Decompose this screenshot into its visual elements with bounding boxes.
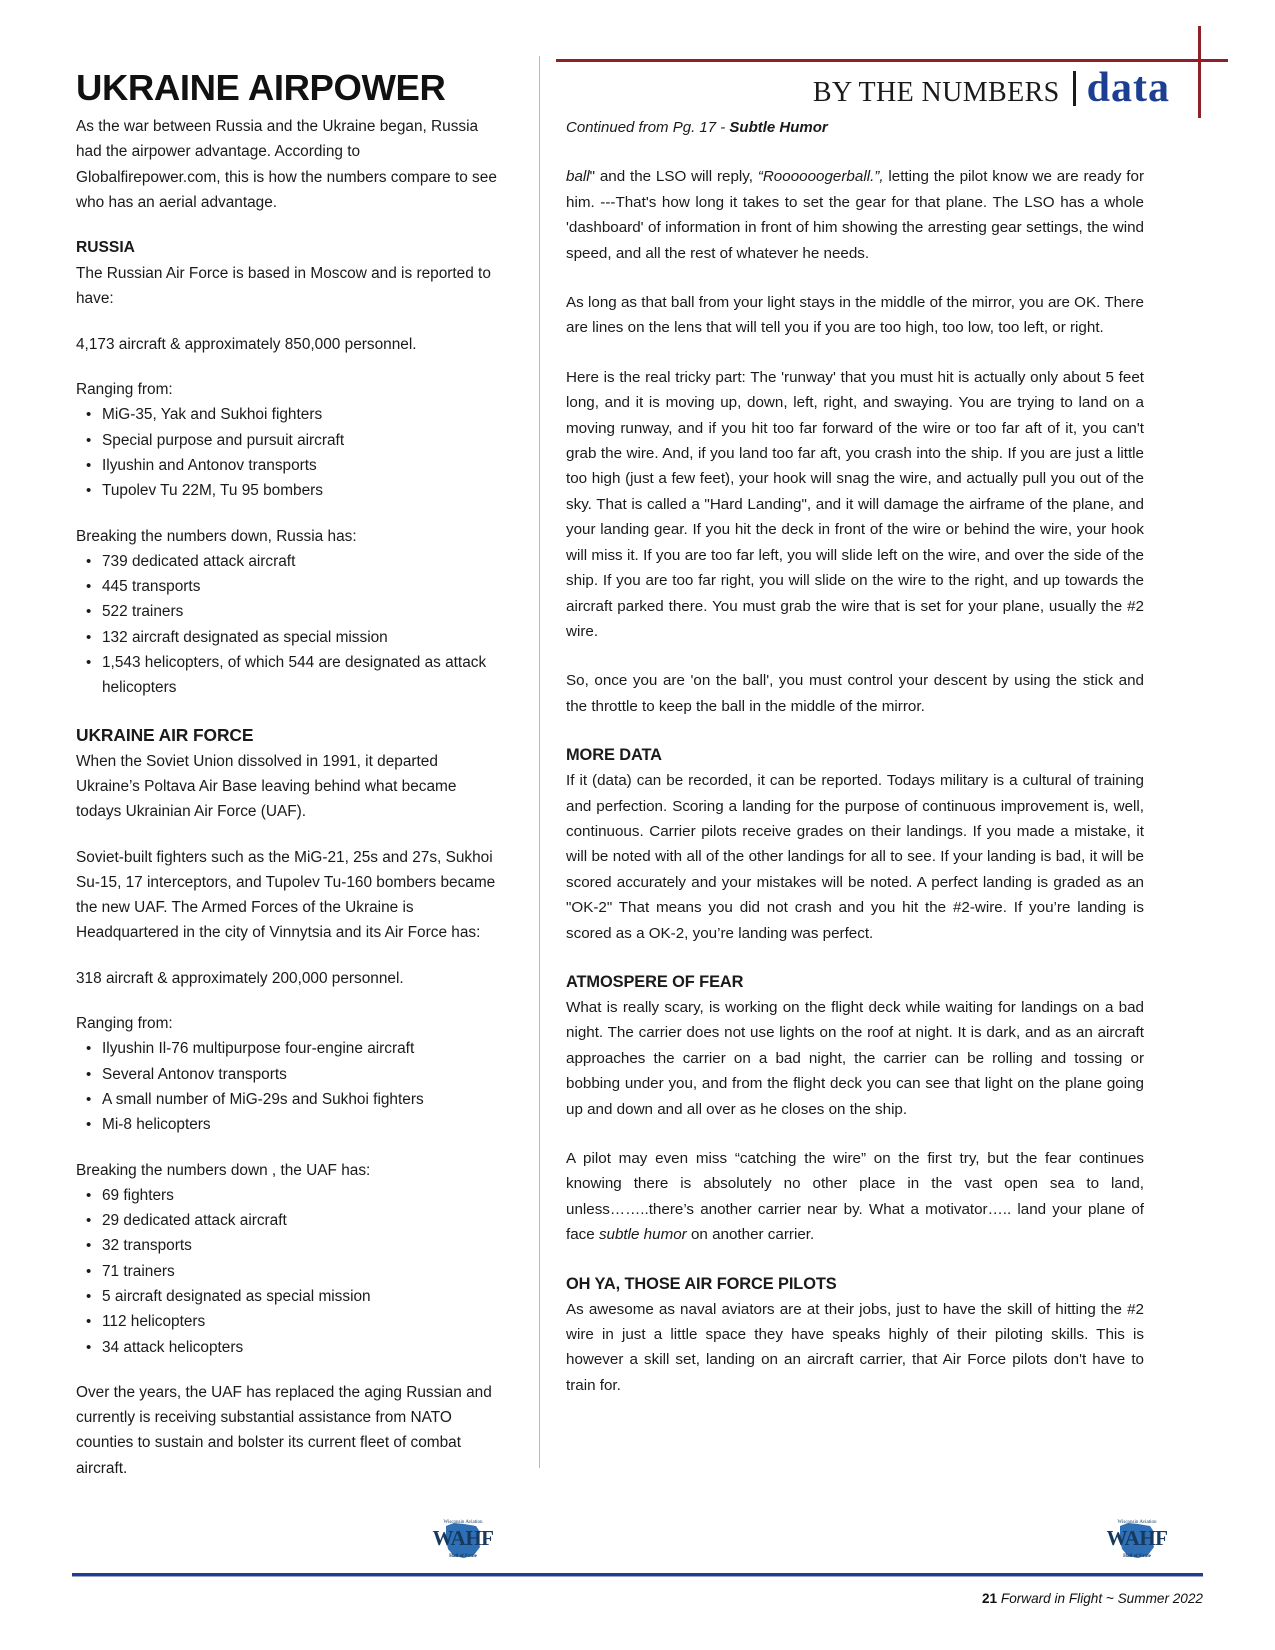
list-item: • Ilyushin Il-76 multipurpose four-engine aircraft <box>102 1036 506 1061</box>
russia-totals: 4,173 aircraft & approximately 850,000 personnel. <box>76 335 417 353</box>
page-number: 21 <box>981 1591 998 1606</box>
body-paragraph-6: What is really scary, is working on the flight deck while waiting for landings on a bad night. The carrier does not use lights on the roof at night. It is dark, and as an aircraft approaches the carrier on a bad night, the carrier can be rolling and tossing or bobbing under you, and from the flight deck you can see that light on the plane going up and down and all over as he closes on the ship. <box>566 998 1144 1118</box>
list-item: • 71 trainers <box>102 1259 506 1284</box>
list-item: • Several Antonov transports <box>102 1062 506 1087</box>
body-paragraph-2: As long as that ball from your light stays in the middle of the mirror, you are OK. There are lines on the lens that will tell you if you are too high, too low, too left, or right. <box>566 294 1144 337</box>
list-item: • 739 dedicated attack aircraft <box>102 549 506 574</box>
ukraine-totals: 318 aircraft & approximately 200,000 personnel. <box>76 969 404 987</box>
russia-ranging-label: Ranging from: <box>76 381 173 399</box>
continued-label: Continued from Pg. 17 - <box>566 119 730 136</box>
body-paragraph-3: Here is the real tricky part: The 'runway' that you must hit is actually only about 5 feet long, and it is moving up, down, left, right, and swaying. You are trying to land on a moving runway, and if you hit too far forward of the wire or too far aft of it, you can't grab the wire. And, if you land too far aft, you crash into the ship. If you are just a little too high (just a few feet), your hook will snag the wire, and actually pull you out of the sky. That is called a "Hard Landing", and it will damage the airframe of the plane, and your landing gear. If you hit the deck in front of the wire or behind the wire, your hook will miss it. If you are too far left, you will slide left on the wire, and over the side of the ship. If you are too far right, you will slide on the wire to the right, and up towards the aircraft parked there. You must grab the wire that is set for your plane, usually the #2 wire. <box>566 368 1144 640</box>
wahf-logo-left <box>424 1513 502 1569</box>
svg-text:Hall of Fame: Hall of Fame <box>1123 1554 1151 1559</box>
russia-lede: The Russian Air Force is based in Moscow and is reported to have: <box>76 265 491 308</box>
column-separator <box>539 56 540 1468</box>
russia-breakdown-list <box>76 549 506 701</box>
section-label: BY THE NUMBERS <box>812 77 1060 108</box>
body-paragraph-7 <box>566 1146 1144 1248</box>
footer <box>700 1591 1203 1606</box>
russia-ranging-list <box>76 402 506 503</box>
list-item: • 112 helicopters <box>102 1309 506 1334</box>
svg-text:Wisconsin Aviation: Wisconsin Aviation <box>1117 1520 1157 1525</box>
svg-text:WAHF: WAHF <box>432 1526 494 1550</box>
list-item: • MiG-35, Yak and Sukhoi fighters <box>102 402 506 427</box>
wahf-logo-right <box>1098 1513 1176 1569</box>
ukraine-history: Soviet-built fighters such as the MiG-21, 25s and 27s, Sukhoi Su-15, 17 interceptors, and Tupolev Tu-160 bombers became the new UAF. The Armed Forces of the Ukraine is Headquartered in the city of Vinnytsia and its Air Force has: <box>76 848 496 942</box>
list-item: • A small number of MiG-29s and Sukhoi fighters <box>102 1087 506 1112</box>
list-item: • 445 transports <box>102 574 506 599</box>
masthead-vertical-rule <box>1198 26 1201 118</box>
page-title: UKRAINE AIRPOWER <box>76 67 446 108</box>
list-item: • 522 trainers <box>102 599 506 624</box>
svg-text:Hall of Fame: Hall of Fame <box>449 1554 477 1559</box>
paragraph-text: A pilot may even miss “catching the wire” on the first try, but the fear continues knowing there is absolutely no other place in the vast open sea to land, unless……..there’s another carrier near by. What a motivator….. land your plane of face <box>566 1150 1144 1244</box>
list-item: • Ilyushin and Antonov transports <box>102 453 506 478</box>
continued-article-title: Subtle Humor <box>729 119 828 136</box>
list-item: • 1,543 helicopters, of which 544 are designated as attack helicopters <box>102 650 506 701</box>
paragraph-text: on another carrier. <box>686 1226 815 1244</box>
list-item: • 5 aircraft designated as special mission <box>102 1284 506 1309</box>
paragraph-text: letting the pilot know we are ready for him. ---That's how long it takes to set the gear for that plane. The LSO has a whole 'dashboard' of information in front of him showing the arresting gear settings, the wind speed, and all the rest of whatever he needs. <box>566 168 1144 262</box>
continued-from-line <box>566 115 1144 140</box>
list-item: • Mi-8 helicopters <box>102 1112 506 1137</box>
body-paragraph-4: So, once you are 'on the ball', you must control your descent by using the stick and the throttle to keep the ball in the middle of the mirror. <box>566 672 1144 715</box>
body-paragraph-1 <box>566 164 1144 266</box>
ukraine-breakdown-list <box>76 1183 506 1360</box>
publication-name: Forward in Flight ~ Summer 2022 <box>1000 1591 1203 1606</box>
quoted-callout: “Roooooogerball.”, <box>757 168 884 186</box>
list-item: • 69 fighters <box>102 1183 506 1208</box>
ukraine-breakdown-label: Breaking the numbers down , the UAF has: <box>76 1161 371 1179</box>
section-heading-oh-ya: OH YA, THOSE AIR FORCE PILOTS <box>566 1274 837 1293</box>
list-item: • Tupolev Tu 22M, Tu 95 bombers <box>102 478 506 503</box>
masthead-divider-bar <box>1073 71 1076 106</box>
ukraine-closing: Over the years, the UAF has replaced the aging Russian and currently is receiving substantial assistance from NATO counties to sustain and bolster its current fleet of combat aircraft. <box>76 1383 492 1477</box>
list-item: • Special purpose and pursuit aircraft <box>102 428 506 453</box>
list-item: • 32 transports <box>102 1233 506 1258</box>
footer-rule-secondary <box>72 1576 1203 1577</box>
ukraine-ranging-list <box>76 1036 506 1137</box>
body-paragraph-8: As awesome as naval aviators are at their jobs, just to have the skill of hitting the #2 wire in just a little space they have speaks highly of their piloting skills. This is however a skill set, landing on an aircraft carrier, that Air Force pilots don't have to train for. <box>566 1300 1144 1394</box>
section-heading-more-data: MORE DATA <box>566 746 662 765</box>
body-paragraph-5: If it (data) can be recorded, it can be reported. Todays military is a cultural of training and perfection. Scoring a landing for the purpose of continuous improvement is, well, continuous. Carrier pilots receive grades on their landings. If you made a mistake, it will be noted with all of the other landings for all to see. If your landing is bad, it will be scored accurately and your mistakes will be noted. A perfect landing is graded as an "OK-2" That means you did not crash and you hit the #2-wire. If you’re landing is scored as a OK-2, you’re landing was perfect. <box>566 772 1144 942</box>
paragraph-text: " and the LSO will reply, <box>589 168 758 186</box>
list-item: • 132 aircraft designated as special mission <box>102 625 506 650</box>
italic-lead-word: ball <box>566 168 590 186</box>
svg-text:WAHF: WAHF <box>1106 1526 1168 1550</box>
ukraine-lede: When the Soviet Union dissolved in 1991, it departed Ukraine’s Poltava Air Base leaving behind what became todays Ukrainian Air Force (UAF). <box>76 752 457 821</box>
right-column <box>566 115 1144 1422</box>
left-column <box>76 68 506 1501</box>
section-heading-atmosphere-of-fear: ATMOSPERE OF FEAR <box>566 972 744 991</box>
svg-text:Wisconsin Aviation: Wisconsin Aviation <box>443 1520 483 1525</box>
section-word: data <box>1086 65 1170 111</box>
intro-paragraph: As the war between Russia and the Ukraine began, Russia had the airpower advantage. According to Globalfirepower.com, this is how the numbers compare to see who has an aerial advantage. <box>76 118 497 211</box>
italic-phrase: subtle humor <box>598 1226 687 1244</box>
ukraine-heading: UKRAINE AIR FORCE <box>76 724 254 745</box>
russia-breakdown-label: Breaking the numbers down, Russia has: <box>76 527 357 545</box>
list-item: • 29 dedicated attack aircraft <box>102 1208 506 1233</box>
list-item: • 34 attack helicopters <box>102 1335 506 1360</box>
masthead-horizontal-rule <box>556 59 1228 62</box>
russia-heading: RUSSIA <box>76 239 135 257</box>
ukraine-ranging-label: Ranging from: <box>76 1015 173 1033</box>
